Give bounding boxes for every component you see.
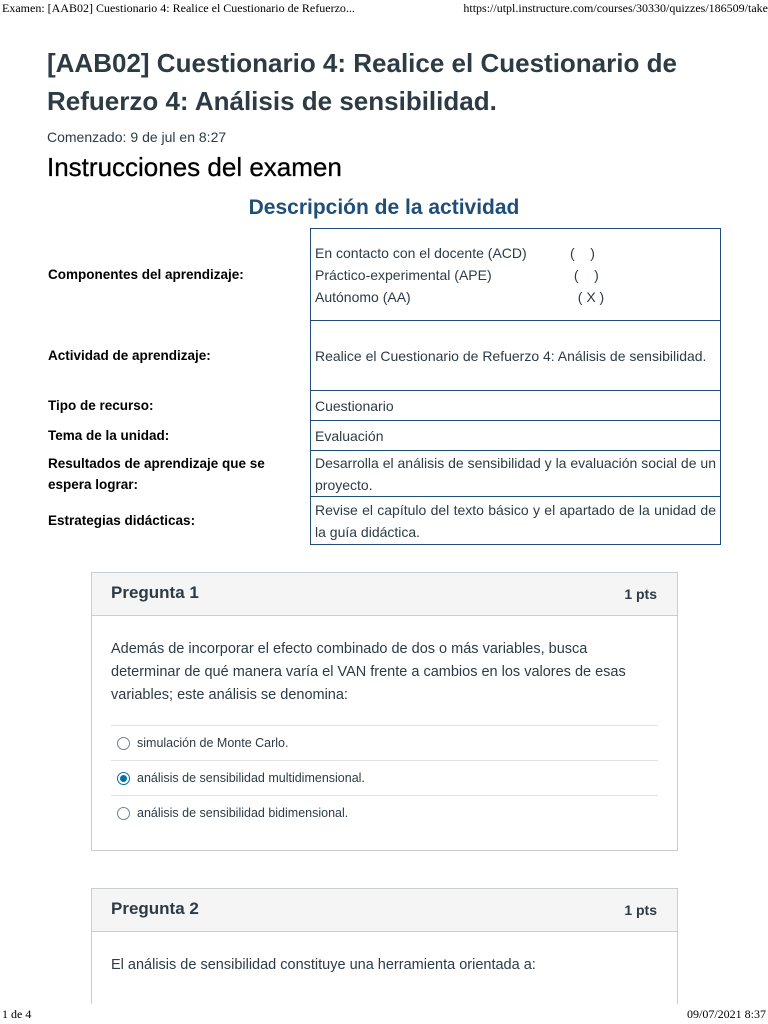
table-row bbox=[44, 229, 721, 321]
answer-label[interactable]: análisis de sensibilidad bidimensional. bbox=[137, 806, 349, 820]
print-timestamp: 09/07/2021 8:37 bbox=[686, 1007, 766, 1021]
component-item bbox=[315, 264, 716, 286]
component-mark: ( ) bbox=[570, 266, 599, 283]
component-name: Práctico-experimental (APE) bbox=[315, 266, 492, 283]
table-row bbox=[44, 497, 721, 545]
table-row bbox=[44, 451, 721, 497]
radio-button[interactable] bbox=[117, 737, 130, 750]
row-label: Tema de la unidad: bbox=[48, 428, 170, 443]
question-points: 1 pts bbox=[624, 586, 657, 602]
components-cell bbox=[311, 229, 721, 321]
row-label: Componentes del aprendizaje: bbox=[48, 267, 244, 282]
question-header bbox=[92, 889, 677, 932]
row-label: Resultados de aprendizaje que se espera lograr: bbox=[48, 455, 265, 492]
quiz-started-info bbox=[47, 129, 230, 145]
answer-option[interactable] bbox=[111, 725, 658, 760]
row-value: Realice el Cuestionario de Refuerzo 4: Análisis de sensibilidad. bbox=[311, 321, 721, 391]
row-value: Cuestionario bbox=[311, 391, 721, 421]
instructions-heading: Instrucciones del examen bbox=[47, 152, 342, 182]
page-counter: 1 de 4 bbox=[2, 1007, 32, 1021]
table-row bbox=[44, 391, 721, 421]
component-name: Autónomo (AA) bbox=[315, 288, 411, 305]
row-label: Actividad de aprendizaje: bbox=[48, 348, 211, 363]
page-title: [AAB02] Cuestionario 4: Realice el Cuestionario de Refuerzo 4: Análisis de sensibilidad. bbox=[47, 48, 677, 116]
print-header-url: https://utpl.instructure.com/courses/30330/quizzes/186509/take bbox=[463, 1, 768, 15]
radio-button-selected[interactable] bbox=[117, 772, 130, 785]
component-mark: ( X ) bbox=[570, 288, 605, 305]
answer-option[interactable] bbox=[111, 795, 658, 830]
row-value: Evaluación bbox=[311, 421, 721, 451]
print-header-title: Examen: [AAB02] Cuestionario 4: Realice el Cuestionario de Refuerzo... bbox=[2, 1, 355, 15]
answer-list bbox=[111, 725, 658, 830]
question-text: Además de incorporar el efecto combinado de dos o más variables, busca determinar de qué manera varía el VAN frente a cambios en los valores de esas variables; este análisis se denomina: bbox=[111, 641, 626, 703]
row-value: Revise el capítulo del texto básico y el apartado de la unidad de la guía didáctica. bbox=[311, 497, 721, 545]
answer-label[interactable]: simulación de Monte Carlo. bbox=[137, 736, 289, 750]
print-header bbox=[0, 0, 768, 18]
question-title: Pregunta 2 bbox=[111, 899, 199, 918]
row-label: Estrategias didácticas: bbox=[48, 513, 196, 528]
table-row bbox=[44, 421, 721, 451]
question-text: El análisis de sensibilidad constituye una herramienta orientada a: bbox=[111, 957, 536, 973]
question-points: 1 pts bbox=[624, 902, 657, 918]
component-item bbox=[315, 286, 716, 308]
component-mark: ( ) bbox=[570, 244, 595, 261]
row-label: Tipo de recurso: bbox=[48, 398, 154, 413]
started-label: Comenzado: bbox=[47, 129, 127, 145]
answer-label[interactable]: análisis de sensibilidad multidimensional. bbox=[137, 771, 365, 785]
question-2 bbox=[91, 888, 678, 1004]
component-item bbox=[315, 242, 716, 264]
started-value: 9 de jul en 8:27 bbox=[130, 129, 227, 145]
radio-button[interactable] bbox=[117, 807, 130, 820]
activity-description-table bbox=[44, 228, 721, 545]
component-name: En contacto con el docente (ACD) bbox=[315, 244, 527, 261]
question-title: Pregunta 1 bbox=[111, 583, 199, 602]
table-row bbox=[44, 321, 721, 391]
question-1 bbox=[91, 572, 678, 851]
answer-option[interactable] bbox=[111, 760, 658, 795]
print-footer bbox=[0, 1004, 768, 1024]
question-header bbox=[92, 573, 677, 616]
activity-heading: Descripción de la actividad bbox=[248, 196, 520, 219]
row-value: Desarrolla el análisis de sensibilidad y la evaluación social de un proyecto. bbox=[311, 451, 721, 497]
